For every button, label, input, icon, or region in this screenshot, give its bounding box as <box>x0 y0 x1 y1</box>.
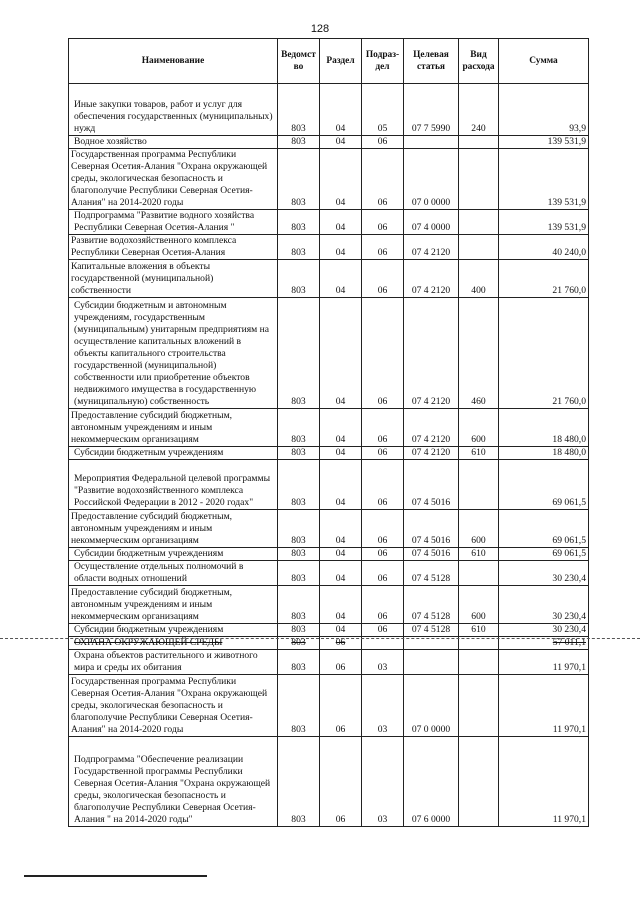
cell-summa: 139 531,9 <box>499 149 589 210</box>
cell-name: Развитие водохозяйственного комплекса Республики Северная Осетия-Алания <box>69 235 278 260</box>
cell-summa: 18 480,0 <box>499 447 589 460</box>
table-row <box>69 586 589 624</box>
cell-razdel: 04 <box>320 260 362 298</box>
cell-podrazdel: 06 <box>362 561 404 586</box>
cell-podrazdel: 03 <box>362 650 404 675</box>
cell-razdel: 04 <box>320 84 362 136</box>
table-row <box>69 548 589 561</box>
cell-vedomstvo: 803 <box>278 561 320 586</box>
table-row <box>69 210 589 235</box>
cell-summa: 69 061,5 <box>499 548 589 561</box>
table-row <box>69 650 589 675</box>
table-row <box>69 84 589 136</box>
cell-target <box>404 650 459 675</box>
cell-razdel: 06 <box>320 675 362 737</box>
header-vid: Вид расхода <box>459 39 499 84</box>
cell-summa: 18 480,0 <box>499 409 589 447</box>
cell-vid: 240 <box>459 84 499 136</box>
cell-target: 07 4 2120 <box>404 260 459 298</box>
cell-vid <box>459 149 499 210</box>
table-header-row <box>69 39 589 84</box>
table-row <box>69 235 589 260</box>
cell-target: 07 7 5990 <box>404 84 459 136</box>
cell-vid: 600 <box>459 409 499 447</box>
cell-razdel: 04 <box>320 409 362 447</box>
page-number: 128 <box>310 23 330 35</box>
cell-razdel: 04 <box>320 586 362 624</box>
cell-target: 07 4 5128 <box>404 586 459 624</box>
cell-podrazdel: 05 <box>362 84 404 136</box>
table-row <box>69 510 589 548</box>
cell-target: 07 4 2120 <box>404 409 459 447</box>
header-vedomstvo: Ведомст во <box>278 39 320 84</box>
cell-vid <box>459 650 499 675</box>
cell-summa: 40 240,0 <box>499 235 589 260</box>
cell-summa: 11 970,1 <box>499 737 589 827</box>
cell-razdel: 04 <box>320 510 362 548</box>
cell-razdel: 04 <box>320 548 362 561</box>
cell-vid: 460 <box>459 298 499 409</box>
cell-vedomstvo: 803 <box>278 637 320 650</box>
header-name: Наименование <box>69 39 278 84</box>
scan-cut-line <box>0 638 640 639</box>
cell-razdel: 04 <box>320 149 362 210</box>
cell-summa: 30 230,4 <box>499 561 589 586</box>
table-row <box>69 737 589 827</box>
cell-name: ОХРАНА ОКРУЖАЮЩЕЙ СРЕДЫ <box>69 637 278 650</box>
table-row <box>69 136 589 149</box>
cell-target: 07 4 2120 <box>404 447 459 460</box>
cell-target: 07 4 5128 <box>404 561 459 586</box>
cell-podrazdel: 06 <box>362 409 404 447</box>
cell-vedomstvo: 803 <box>278 737 320 827</box>
cell-vedomstvo: 803 <box>278 260 320 298</box>
cell-name: Осуществление отдельных полномочий в области водных отношений <box>69 561 278 586</box>
cell-podrazdel: 06 <box>362 298 404 409</box>
cell-name: Государственная программа Республики Северная Осетия-Алания "Охрана окружающей среды, экологическая безопасность и благополучие Республики Северная Осетия-Алания" на 2014-2020 годы <box>69 675 278 737</box>
budget-table <box>68 38 589 827</box>
table-row <box>69 675 589 737</box>
cell-vedomstvo: 803 <box>278 460 320 510</box>
cell-name: Субсидии бюджетным учреждениям <box>69 548 278 561</box>
cell-podrazdel: 06 <box>362 260 404 298</box>
cell-razdel: 04 <box>320 298 362 409</box>
cell-name: Предоставление субсидий бюджетным, автономным учреждениям и иным некоммерческим организациям <box>69 510 278 548</box>
cell-podrazdel: 06 <box>362 510 404 548</box>
cell-summa: 139 531,9 <box>499 210 589 235</box>
cell-target: 07 0 0000 <box>404 149 459 210</box>
cell-target: 07 6 0000 <box>404 737 459 827</box>
cell-target <box>404 136 459 149</box>
cell-name: Субсидии бюджетным учреждениям <box>69 624 278 637</box>
cell-razdel: 04 <box>320 624 362 637</box>
cell-target: 07 0 0000 <box>404 675 459 737</box>
table-row <box>69 409 589 447</box>
cell-razdel: 04 <box>320 210 362 235</box>
cell-podrazdel: 06 <box>362 548 404 561</box>
footer-rule <box>24 875 207 877</box>
cell-podrazdel: 06 <box>362 235 404 260</box>
cell-summa: 11 970,1 <box>499 650 589 675</box>
cell-vedomstvo: 803 <box>278 298 320 409</box>
cell-vid: 600 <box>459 586 499 624</box>
cell-podrazdel: 06 <box>362 624 404 637</box>
cell-podrazdel: 06 <box>362 447 404 460</box>
cell-target: 07 4 2120 <box>404 298 459 409</box>
cell-name: Мероприятия Федеральной целевой программы "Развитие водохозяйственного комплекса Российской Федерации в 2012 - 2020 годах" <box>69 460 278 510</box>
cell-vid: 400 <box>459 260 499 298</box>
cell-target: 07 4 2120 <box>404 235 459 260</box>
cell-name: Водное хозяйство <box>69 136 278 149</box>
cell-summa: 21 760,0 <box>499 298 589 409</box>
cell-vid <box>459 235 499 260</box>
cell-razdel: 06 <box>320 737 362 827</box>
cell-razdel: 04 <box>320 136 362 149</box>
header-target: Целевая статья <box>404 39 459 84</box>
cell-vid <box>459 561 499 586</box>
cell-target: 07 4 0000 <box>404 210 459 235</box>
table-row <box>69 460 589 510</box>
cell-vedomstvo: 803 <box>278 136 320 149</box>
cell-podrazdel: 06 <box>362 460 404 510</box>
cell-vid: 610 <box>459 447 499 460</box>
cell-podrazdel: 06 <box>362 149 404 210</box>
cell-vid: 610 <box>459 624 499 637</box>
cell-vedomstvo: 803 <box>278 235 320 260</box>
cell-podrazdel: 06 <box>362 586 404 624</box>
cell-razdel: 04 <box>320 561 362 586</box>
cell-podrazdel: 03 <box>362 675 404 737</box>
cell-name: Капитальные вложения в объекты государственной (муниципальной) собственности <box>69 260 278 298</box>
cell-razdel: 04 <box>320 235 362 260</box>
cell-vedomstvo: 803 <box>278 548 320 561</box>
cell-summa: 30 230,4 <box>499 624 589 637</box>
cell-summa: 69 061,5 <box>499 460 589 510</box>
table-row <box>69 561 589 586</box>
cell-summa: 11 970,1 <box>499 675 589 737</box>
cell-vid: 610 <box>459 548 499 561</box>
cell-razdel: 06 <box>320 637 362 650</box>
cell-vedomstvo: 803 <box>278 409 320 447</box>
header-podrazdel: Подраз- дел <box>362 39 404 84</box>
cell-razdel: 04 <box>320 460 362 510</box>
cell-summa: 93,9 <box>499 84 589 136</box>
table-row <box>69 447 589 460</box>
table-row <box>69 298 589 409</box>
cell-vedomstvo: 803 <box>278 84 320 136</box>
cell-vedomstvo: 803 <box>278 675 320 737</box>
cell-vedomstvo: 803 <box>278 510 320 548</box>
cell-name: Субсидии бюджетным учреждениям <box>69 447 278 460</box>
cell-razdel: 06 <box>320 650 362 675</box>
cell-name: Подпрограмма "Развитие водного хозяйства Республики Северная Осетия-Алания " <box>69 210 278 235</box>
cell-vid <box>459 460 499 510</box>
cell-name: Субсидии бюджетным и автономным учреждениям, государственным (муниципальным) унитарным предприятиям на осуществление капитальных вложений в объекты капитального строительства государственной (муниципальной) собственности или приобретение объектов недвижимого имущества в государственную (муниципальную) собственность <box>69 298 278 409</box>
cell-name: Предоставление субсидий бюджетным, автономным учреждениям и иным некоммерческим организациям <box>69 586 278 624</box>
cell-name: Подпрограмма "Обеспечение реализации Государственной программы Республики Северная Осетия-Алания "Охрана окружающей среды, экологическая безопасность и благополучие Республики Северная Осетия-Алания " на 2014-2020 годы" <box>69 737 278 827</box>
cell-summa: 69 061,5 <box>499 510 589 548</box>
cell-podrazdel: 06 <box>362 136 404 149</box>
cell-vedomstvo: 803 <box>278 650 320 675</box>
cell-target: 07 4 5128 <box>404 624 459 637</box>
cell-name: Предоставление субсидий бюджетным, автономным учреждениям и иным некоммерческим организациям <box>69 409 278 447</box>
table-row <box>69 260 589 298</box>
cell-summa: 21 760,0 <box>499 260 589 298</box>
cell-target: 07 4 5016 <box>404 548 459 561</box>
cell-vedomstvo: 803 <box>278 149 320 210</box>
cell-summa: 57 011,1 <box>499 637 589 650</box>
cell-vid <box>459 136 499 149</box>
cell-name: Иные закупки товаров, работ и услуг для обеспечения государственных (муниципальных) нужд <box>69 84 278 136</box>
cell-vedomstvo: 803 <box>278 624 320 637</box>
header-razdel: Раздел <box>320 39 362 84</box>
cell-podrazdel: 06 <box>362 210 404 235</box>
table-row <box>69 624 589 637</box>
cell-summa: 139 531,9 <box>499 136 589 149</box>
header-summa: Сумма <box>499 39 589 84</box>
cell-vid: 600 <box>459 510 499 548</box>
cell-vid <box>459 210 499 235</box>
cell-summa: 30 230,4 <box>499 586 589 624</box>
cell-razdel: 04 <box>320 447 362 460</box>
cell-target: 07 4 5016 <box>404 510 459 548</box>
cell-name: Государственная программа Республики Северная Осетия-Алания "Охрана окружающей среды, экологическая безопасность и благополучие Республики Северная Осетия-Алания" на 2014-2020 годы <box>69 149 278 210</box>
cell-vedomstvo: 803 <box>278 447 320 460</box>
cell-vid <box>459 737 499 827</box>
cell-podrazdel: 03 <box>362 737 404 827</box>
cell-name: Охрана объектов растительного и животного мира и среды их обитания <box>69 650 278 675</box>
cell-target: 07 4 5016 <box>404 460 459 510</box>
cell-vedomstvo: 803 <box>278 586 320 624</box>
cell-vid <box>459 675 499 737</box>
table-row <box>69 149 589 210</box>
cell-vedomstvo: 803 <box>278 210 320 235</box>
